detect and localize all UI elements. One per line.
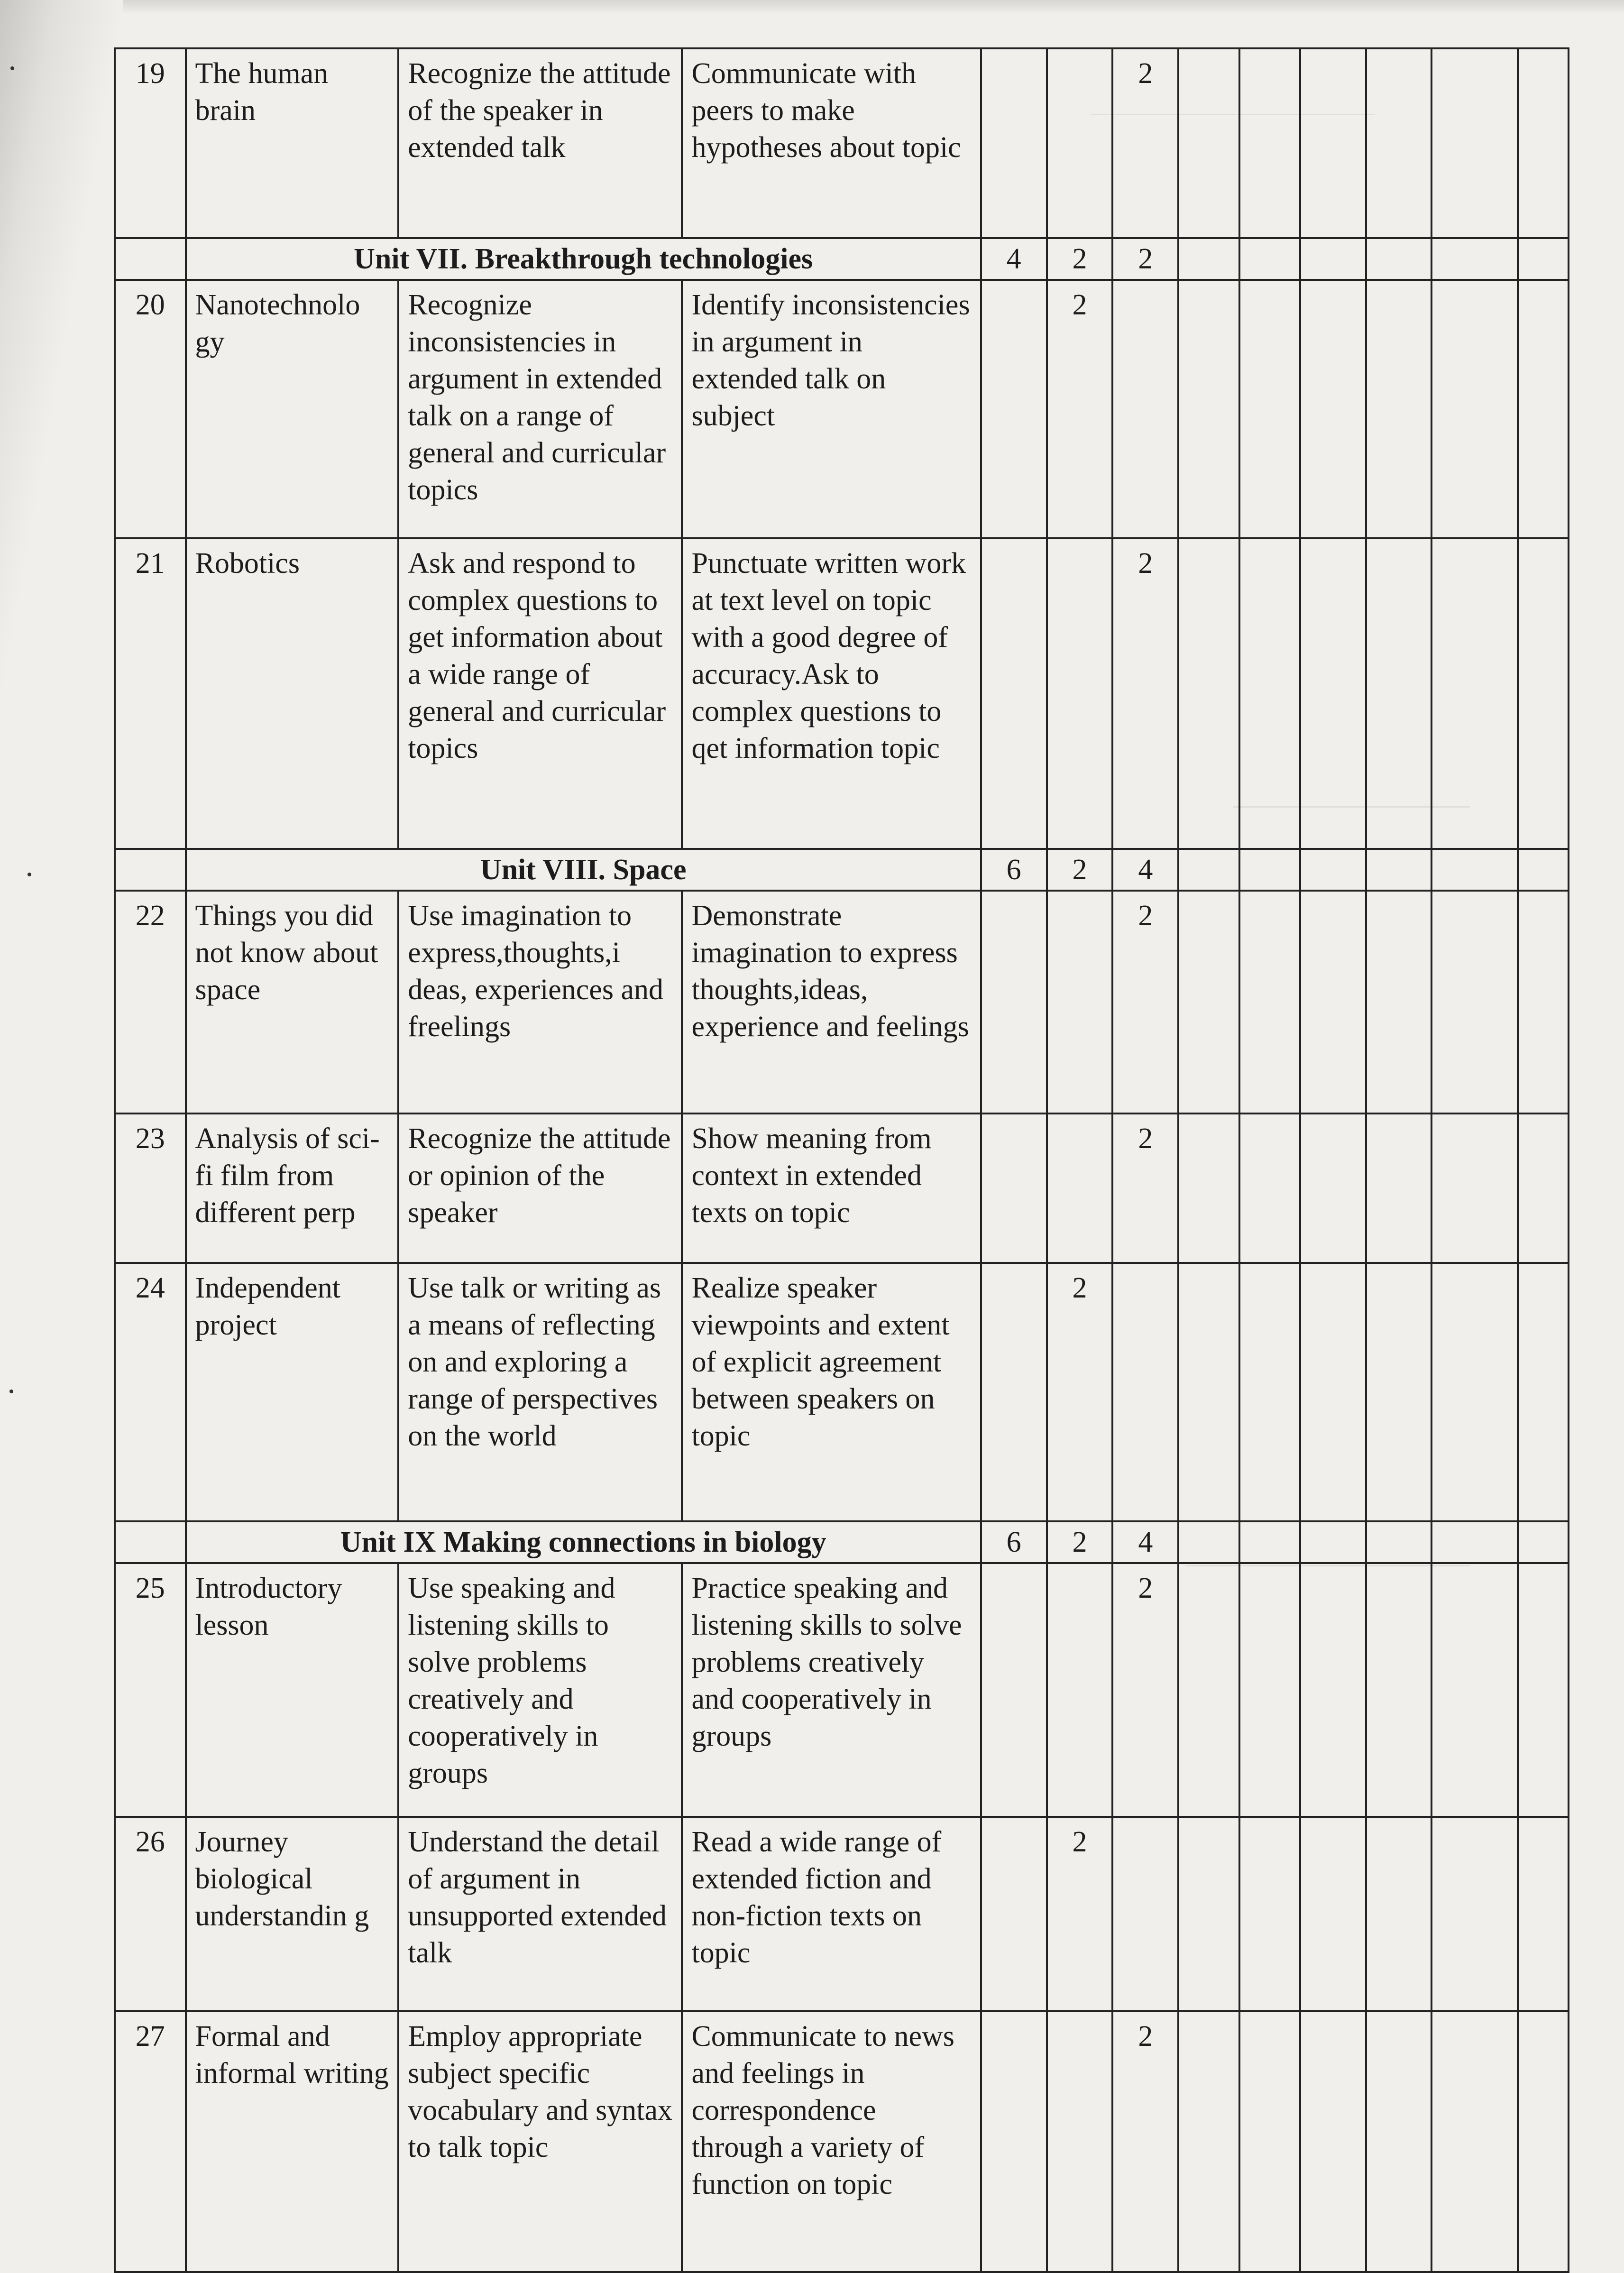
lesson-row: [115, 1563, 1569, 1817]
empty-cell: [1431, 280, 1518, 538]
empty-cell: [1518, 849, 1569, 891]
empty-cell: [1300, 849, 1366, 891]
lesson-row: [115, 1113, 1569, 1263]
assessment-criteria: Communicate to news and feelings in correspondence through a variety of function on topic: [682, 2011, 981, 2272]
lesson-number: 27: [115, 2011, 186, 2272]
empty-cell: [1239, 48, 1300, 238]
hours-total: 4: [981, 238, 1047, 280]
assessment-criteria: Demonstrate imagination to express thoughts,ideas, experience and feelings: [682, 891, 981, 1113]
hours-col-2: 2: [1047, 238, 1113, 280]
empty-cell: [1518, 538, 1569, 849]
hours-col-3: 4: [1112, 849, 1178, 891]
empty-cell: [1178, 1263, 1239, 1521]
hours-col-1: [981, 1113, 1047, 1263]
hours-col-3: [1112, 1817, 1178, 2011]
lesson-topic: Formal and informal writing: [186, 2011, 399, 2272]
empty-cell: [1239, 1113, 1300, 1263]
lesson-row: [115, 538, 1569, 849]
empty-cell: [1366, 280, 1432, 538]
hours-col-2: [1047, 538, 1113, 849]
empty-cell: [1431, 538, 1518, 849]
learning-objective: Use imagination to express,thoughts,i deas, experiences and freelings: [398, 891, 682, 1113]
empty-cell: [1300, 1263, 1366, 1521]
lesson-topic: Analysis of sci-fi film from different perp: [186, 1113, 399, 1263]
empty-cell: [1518, 1817, 1569, 2011]
hours-col-1: [981, 538, 1047, 849]
empty-cell: [1518, 1113, 1569, 1263]
empty-cell: [1300, 1113, 1366, 1263]
hours-col-1: [981, 1563, 1047, 1817]
empty-cell: [1300, 238, 1366, 280]
empty-cell: [1178, 48, 1239, 238]
hours-col-3: 2: [1112, 2011, 1178, 2272]
empty-cell: [1300, 2011, 1366, 2272]
lesson-number: 22: [115, 891, 186, 1113]
learning-objective: Recognize the attitude of the speaker in extended talk: [398, 48, 682, 238]
empty-cell: [1239, 1521, 1300, 1563]
empty-cell: [1239, 1817, 1300, 2011]
empty-cell: [1178, 238, 1239, 280]
lesson-number: 20: [115, 280, 186, 538]
hours-col-2: [1047, 2011, 1113, 2272]
empty-cell: [1366, 238, 1432, 280]
assessment-criteria: Communicate with peers to make hypotheses about topic: [682, 48, 981, 238]
empty-cell: [1239, 1263, 1300, 1521]
hours-col-2: [1047, 1113, 1113, 1263]
assessment-criteria: Show meaning from context in extended texts on topic: [682, 1113, 981, 1263]
assessment-criteria: Practice speaking and listening skills to solve problems creatively and cooperatively in groups: [682, 1563, 981, 1817]
empty-cell: [1178, 2011, 1239, 2272]
lesson-topic: The human brain: [186, 48, 399, 238]
learning-objective: Recognize inconsistencies in argument in extended talk on a range of general and curricular topics: [398, 280, 682, 538]
empty-cell: [1366, 2011, 1432, 2272]
empty-cell: [1518, 48, 1569, 238]
empty-cell: [1300, 1563, 1366, 1817]
hours-col-3: 4: [1112, 1521, 1178, 1563]
hours-col-2: [1047, 48, 1113, 238]
lesson-topic: Things you did not know about space: [186, 891, 399, 1113]
empty-cell: [1239, 238, 1300, 280]
unit-blank-cell: [115, 1521, 186, 1563]
hours-total: 6: [981, 849, 1047, 891]
hours-col-2: 2: [1047, 1263, 1113, 1521]
empty-cell: [1366, 1563, 1432, 1817]
empty-cell: [1366, 538, 1432, 849]
empty-cell: [1178, 1563, 1239, 1817]
empty-cell: [1300, 1521, 1366, 1563]
hours-col-3: 2: [1112, 48, 1178, 238]
empty-cell: [1518, 2011, 1569, 2272]
hours-col-2: [1047, 1563, 1113, 1817]
empty-cell: [1178, 280, 1239, 538]
empty-cell: [1178, 1521, 1239, 1563]
hours-col-3: 2: [1112, 538, 1178, 849]
learning-objective: Understand the detail of argument in unsupported extended talk: [398, 1817, 682, 2011]
unit-blank-cell: [115, 238, 186, 280]
assessment-criteria: Realize speaker viewpoints and extent of explicit agreement between speakers on topic: [682, 1263, 981, 1521]
scan-speck: [28, 873, 31, 876]
lesson-number: 19: [115, 48, 186, 238]
lesson-topic: Robotics: [186, 538, 399, 849]
lesson-number: 24: [115, 1263, 186, 1521]
empty-cell: [1300, 48, 1366, 238]
hours-total: 6: [981, 1521, 1047, 1563]
empty-cell: [1431, 1263, 1518, 1521]
lesson-row: [115, 891, 1569, 1113]
learning-objective: Use speaking and listening skills to solve problems creatively and cooperatively in groups: [398, 1563, 682, 1817]
empty-cell: [1518, 280, 1569, 538]
lesson-number: 25: [115, 1563, 186, 1817]
empty-cell: [1300, 538, 1366, 849]
empty-cell: [1178, 1113, 1239, 1263]
empty-cell: [1518, 1521, 1569, 1563]
unit-title: Unit VIII. Space: [186, 849, 981, 891]
lesson-topic: Journey biological understandin g: [186, 1817, 399, 2011]
hours-col-1: [981, 1817, 1047, 2011]
empty-cell: [1366, 1113, 1432, 1263]
hours-col-3: 2: [1112, 1563, 1178, 1817]
empty-cell: [1366, 891, 1432, 1113]
empty-cell: [1178, 1817, 1239, 2011]
empty-cell: [1366, 1263, 1432, 1521]
empty-cell: [1431, 1563, 1518, 1817]
hours-col-2: 2: [1047, 1521, 1113, 1563]
hours-col-2: [1047, 891, 1113, 1113]
empty-cell: [1431, 849, 1518, 891]
empty-cell: [1239, 849, 1300, 891]
learning-objective: Use talk or writing as a means of reflecting on and exploring a range of perspectives on the world: [398, 1263, 682, 1521]
unit-blank-cell: [115, 849, 186, 891]
unit-header-row: [115, 849, 1569, 891]
assessment-criteria: Read a wide range of extended fiction and non-fiction texts on topic: [682, 1817, 981, 2011]
empty-cell: [1300, 891, 1366, 1113]
hours-col-1: [981, 891, 1047, 1113]
hours-col-1: [981, 48, 1047, 238]
lesson-row: [115, 2011, 1569, 2272]
lesson-row: [115, 1263, 1569, 1521]
hours-col-2: 2: [1047, 1817, 1113, 2011]
empty-cell: [1366, 1817, 1432, 2011]
empty-cell: [1431, 1521, 1518, 1563]
empty-cell: [1431, 1113, 1518, 1263]
empty-cell: [1431, 238, 1518, 280]
hours-col-3: 2: [1112, 1113, 1178, 1263]
lesson-number: 26: [115, 1817, 186, 2011]
empty-cell: [1239, 2011, 1300, 2272]
empty-cell: [1300, 1817, 1366, 2011]
empty-cell: [1431, 48, 1518, 238]
scan-top-strip: [123, 0, 1624, 14]
empty-cell: [1431, 2011, 1518, 2272]
hours-col-2: 2: [1047, 280, 1113, 538]
empty-cell: [1518, 891, 1569, 1113]
empty-cell: [1518, 1563, 1569, 1817]
hours-col-3: 2: [1112, 891, 1178, 1113]
empty-cell: [1239, 280, 1300, 538]
empty-cell: [1366, 849, 1432, 891]
lesson-number: 23: [115, 1113, 186, 1263]
scan-speck: [9, 1390, 13, 1393]
empty-cell: [1518, 238, 1569, 280]
scan-speck: [10, 66, 14, 70]
hours-col-1: [981, 1263, 1047, 1521]
hours-col-3: [1112, 1263, 1178, 1521]
unit-header-row: [115, 1521, 1569, 1563]
hours-col-1: [981, 2011, 1047, 2272]
empty-cell: [1300, 280, 1366, 538]
unit-title: Unit VII. Breakthrough technologies: [186, 238, 981, 280]
hours-col-3: [1112, 280, 1178, 538]
empty-cell: [1518, 1263, 1569, 1521]
learning-objective: Recognize the attitude or opinion of the speaker: [398, 1113, 682, 1263]
empty-cell: [1239, 1563, 1300, 1817]
assessment-criteria: Punctuate written work at text level on topic with a good degree of accuracy.Ask to complex questions to qet information topic: [682, 538, 981, 849]
assessment-criteria: Identify inconsistencies in argument in extended talk on subject: [682, 280, 981, 538]
lesson-row: [115, 280, 1569, 538]
lesson-topic: Nanotechnolo gy: [186, 280, 399, 538]
learning-objective: Employ appropriate subject specific vocabulary and syntax to talk topic: [398, 2011, 682, 2272]
empty-cell: [1366, 1521, 1432, 1563]
hours-col-2: 2: [1047, 849, 1113, 891]
empty-cell: [1239, 891, 1300, 1113]
unit-header-row: [115, 238, 1569, 280]
lesson-number: 21: [115, 538, 186, 849]
lesson-row: [115, 1817, 1569, 2011]
lesson-topic: Independent project: [186, 1263, 399, 1521]
empty-cell: [1178, 849, 1239, 891]
lesson-topic: Introductory lesson: [186, 1563, 399, 1817]
unit-title: Unit IX Making connections in biology: [186, 1521, 981, 1563]
lesson-row: [115, 48, 1569, 238]
lesson-plan-table: [114, 47, 1569, 2273]
empty-cell: [1366, 48, 1432, 238]
empty-cell: [1431, 1817, 1518, 2011]
hours-col-1: [981, 280, 1047, 538]
hours-col-3: 2: [1112, 238, 1178, 280]
empty-cell: [1178, 891, 1239, 1113]
learning-objective: Ask and respond to complex questions to get information about a wide range of general and curricular topics: [398, 538, 682, 849]
empty-cell: [1178, 538, 1239, 849]
empty-cell: [1239, 538, 1300, 849]
empty-cell: [1431, 891, 1518, 1113]
